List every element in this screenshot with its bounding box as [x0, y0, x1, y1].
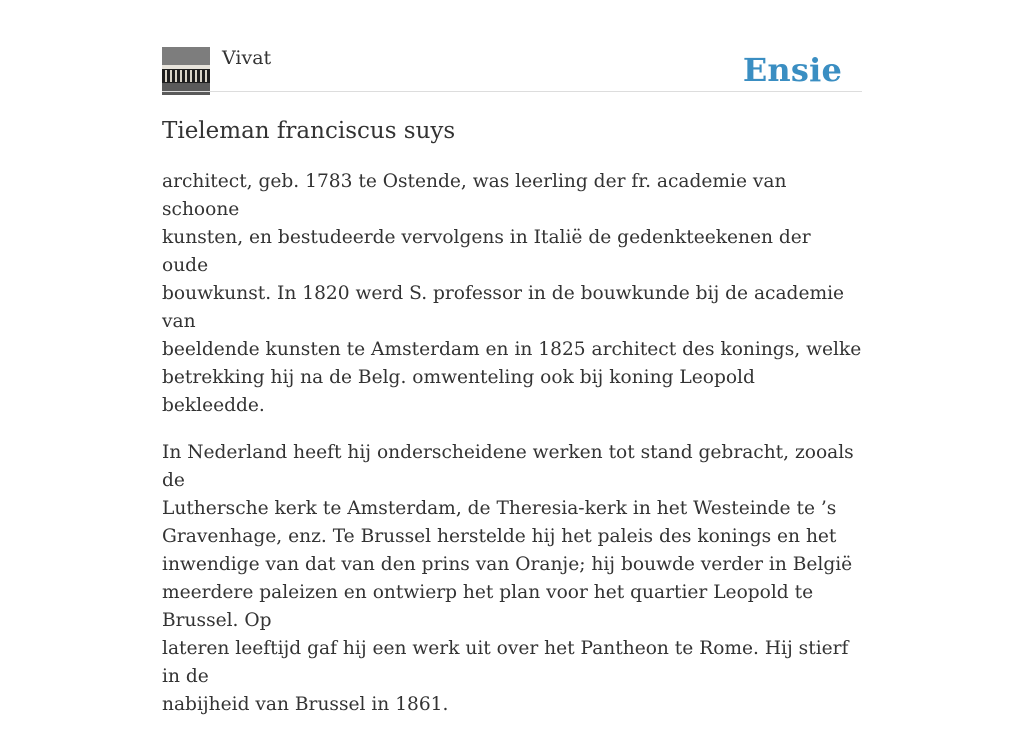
typewriter-keys-avatar-icon — [162, 47, 210, 95]
article-paragraph: architect, geb. 1783 te Ostende, was leerling der fr. academie van schoone kunsten, en bestudeerde vervolgens in Italië de gedenkteekenen der oude bouwkunst. In 1820 werd S. professor in de bouwkunde bij de academie van beeldende kunsten te Amsterdam en in 1825 architect des konings, welke betrekking hij na de Belg. omwenteling ook bij koning Leopold bekleedde. — [162, 171, 862, 416]
article-paragraph: In Nederland heeft hij onderscheidene werken tot stand gebracht, zooals de Luthersche kerk te Amsterdam, de Theresia-kerk in het Westeinde te ’s Gravenhage, enz. Te Brussel herstelde hij het paleis des konings en het inwendige van dat van den prins van Oranje; hij bouwde verder in België meerdere paleizen en ontwierp het plan voor het quartier Leopold te Brussel. Op lateren leeftijd gaf hij een werk uit over het Pantheon te Rome. Hij stierf in de nabijheid van Brussel in 1861. — [162, 442, 854, 715]
header-divider — [162, 91, 862, 92]
article-title: Tieleman franciscus suys — [162, 118, 456, 144]
author-name[interactable]: Vivat — [222, 47, 272, 69]
article-body — [162, 168, 862, 738]
author-avatar[interactable] — [162, 47, 210, 95]
ensie-logo-link[interactable]: Ensie — [742, 51, 842, 89]
